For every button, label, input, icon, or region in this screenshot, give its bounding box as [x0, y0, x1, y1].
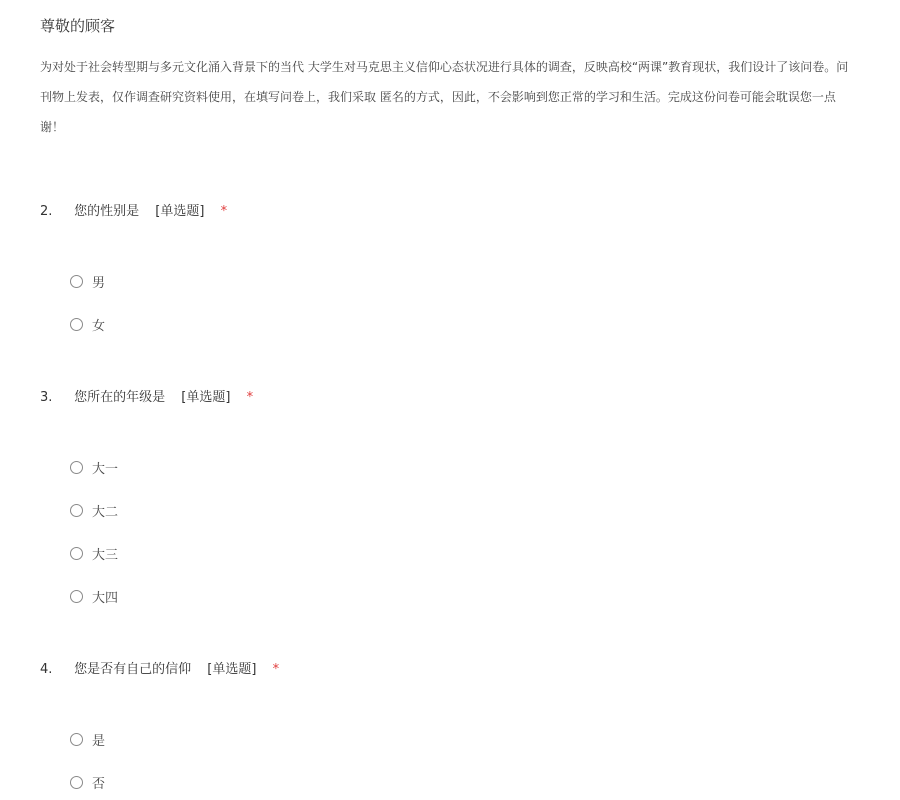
question-type-label: [单选题] — [155, 204, 205, 219]
option-male[interactable] — [70, 271, 105, 291]
question-faith — [40, 659, 860, 792]
option-label: 否 — [92, 776, 106, 792]
option-label: 是 — [92, 733, 106, 749]
survey-intro — [40, 52, 900, 142]
page-title: 尊敬的顾客 — [40, 17, 116, 35]
option-sophomore[interactable] — [70, 500, 118, 520]
question-type-label: [单选题] — [181, 390, 231, 405]
question-title: 您的性别是 — [74, 204, 140, 219]
required-mark: * — [246, 390, 254, 405]
option-label: 大二 — [92, 504, 119, 520]
radio-unchecked-icon[interactable] — [70, 318, 83, 331]
option-senior[interactable] — [70, 586, 118, 606]
option-label: 大四 — [92, 590, 119, 606]
question-title: 您所在的年级是 — [74, 390, 166, 405]
option-yes[interactable] — [70, 729, 105, 749]
question-gender — [40, 201, 860, 334]
option-female[interactable] — [70, 314, 105, 334]
required-mark: * — [272, 662, 280, 677]
option-label: 女 — [92, 318, 106, 334]
question-header — [40, 201, 860, 223]
option-freshman[interactable] — [70, 457, 118, 477]
radio-unchecked-icon[interactable] — [70, 733, 83, 746]
question-title: 您是否有自己的信仰 — [74, 662, 192, 677]
option-no[interactable] — [70, 772, 105, 792]
radio-unchecked-icon[interactable] — [70, 275, 83, 288]
option-label: 男 — [92, 275, 106, 291]
radio-unchecked-icon[interactable] — [70, 461, 83, 474]
question-number: 3. — [40, 390, 53, 405]
intro-line: 刊物上发表，仅作调查研究资料使用，在填写问卷上，我们采取 匿名的方式，因此，不会影响到您正常的学习和生活。完成这份问卷可能会耽误您一点 — [40, 90, 836, 104]
question-number: 2. — [40, 204, 53, 219]
option-label: 大三 — [92, 547, 119, 563]
option-label: 大一 — [92, 461, 119, 477]
required-mark: * — [220, 204, 228, 219]
question-number: 4. — [40, 662, 53, 677]
radio-unchecked-icon[interactable] — [70, 776, 83, 789]
intro-line: 谢！ — [40, 120, 65, 134]
question-header — [40, 659, 860, 681]
question-type-label: [单选题] — [207, 662, 257, 677]
option-junior[interactable] — [70, 543, 118, 563]
radio-unchecked-icon[interactable] — [70, 547, 83, 560]
radio-unchecked-icon[interactable] — [70, 504, 83, 517]
question-header — [40, 387, 860, 409]
radio-unchecked-icon[interactable] — [70, 590, 83, 603]
intro-line: 为对处于社会转型期与多元文化涌入背景下的当代 大学生对马克思主义信仰心态状况进行具体的调查，反映高校“两课”教育现状，我们设计了该问卷。问 — [40, 60, 849, 74]
question-grade — [40, 387, 860, 606]
